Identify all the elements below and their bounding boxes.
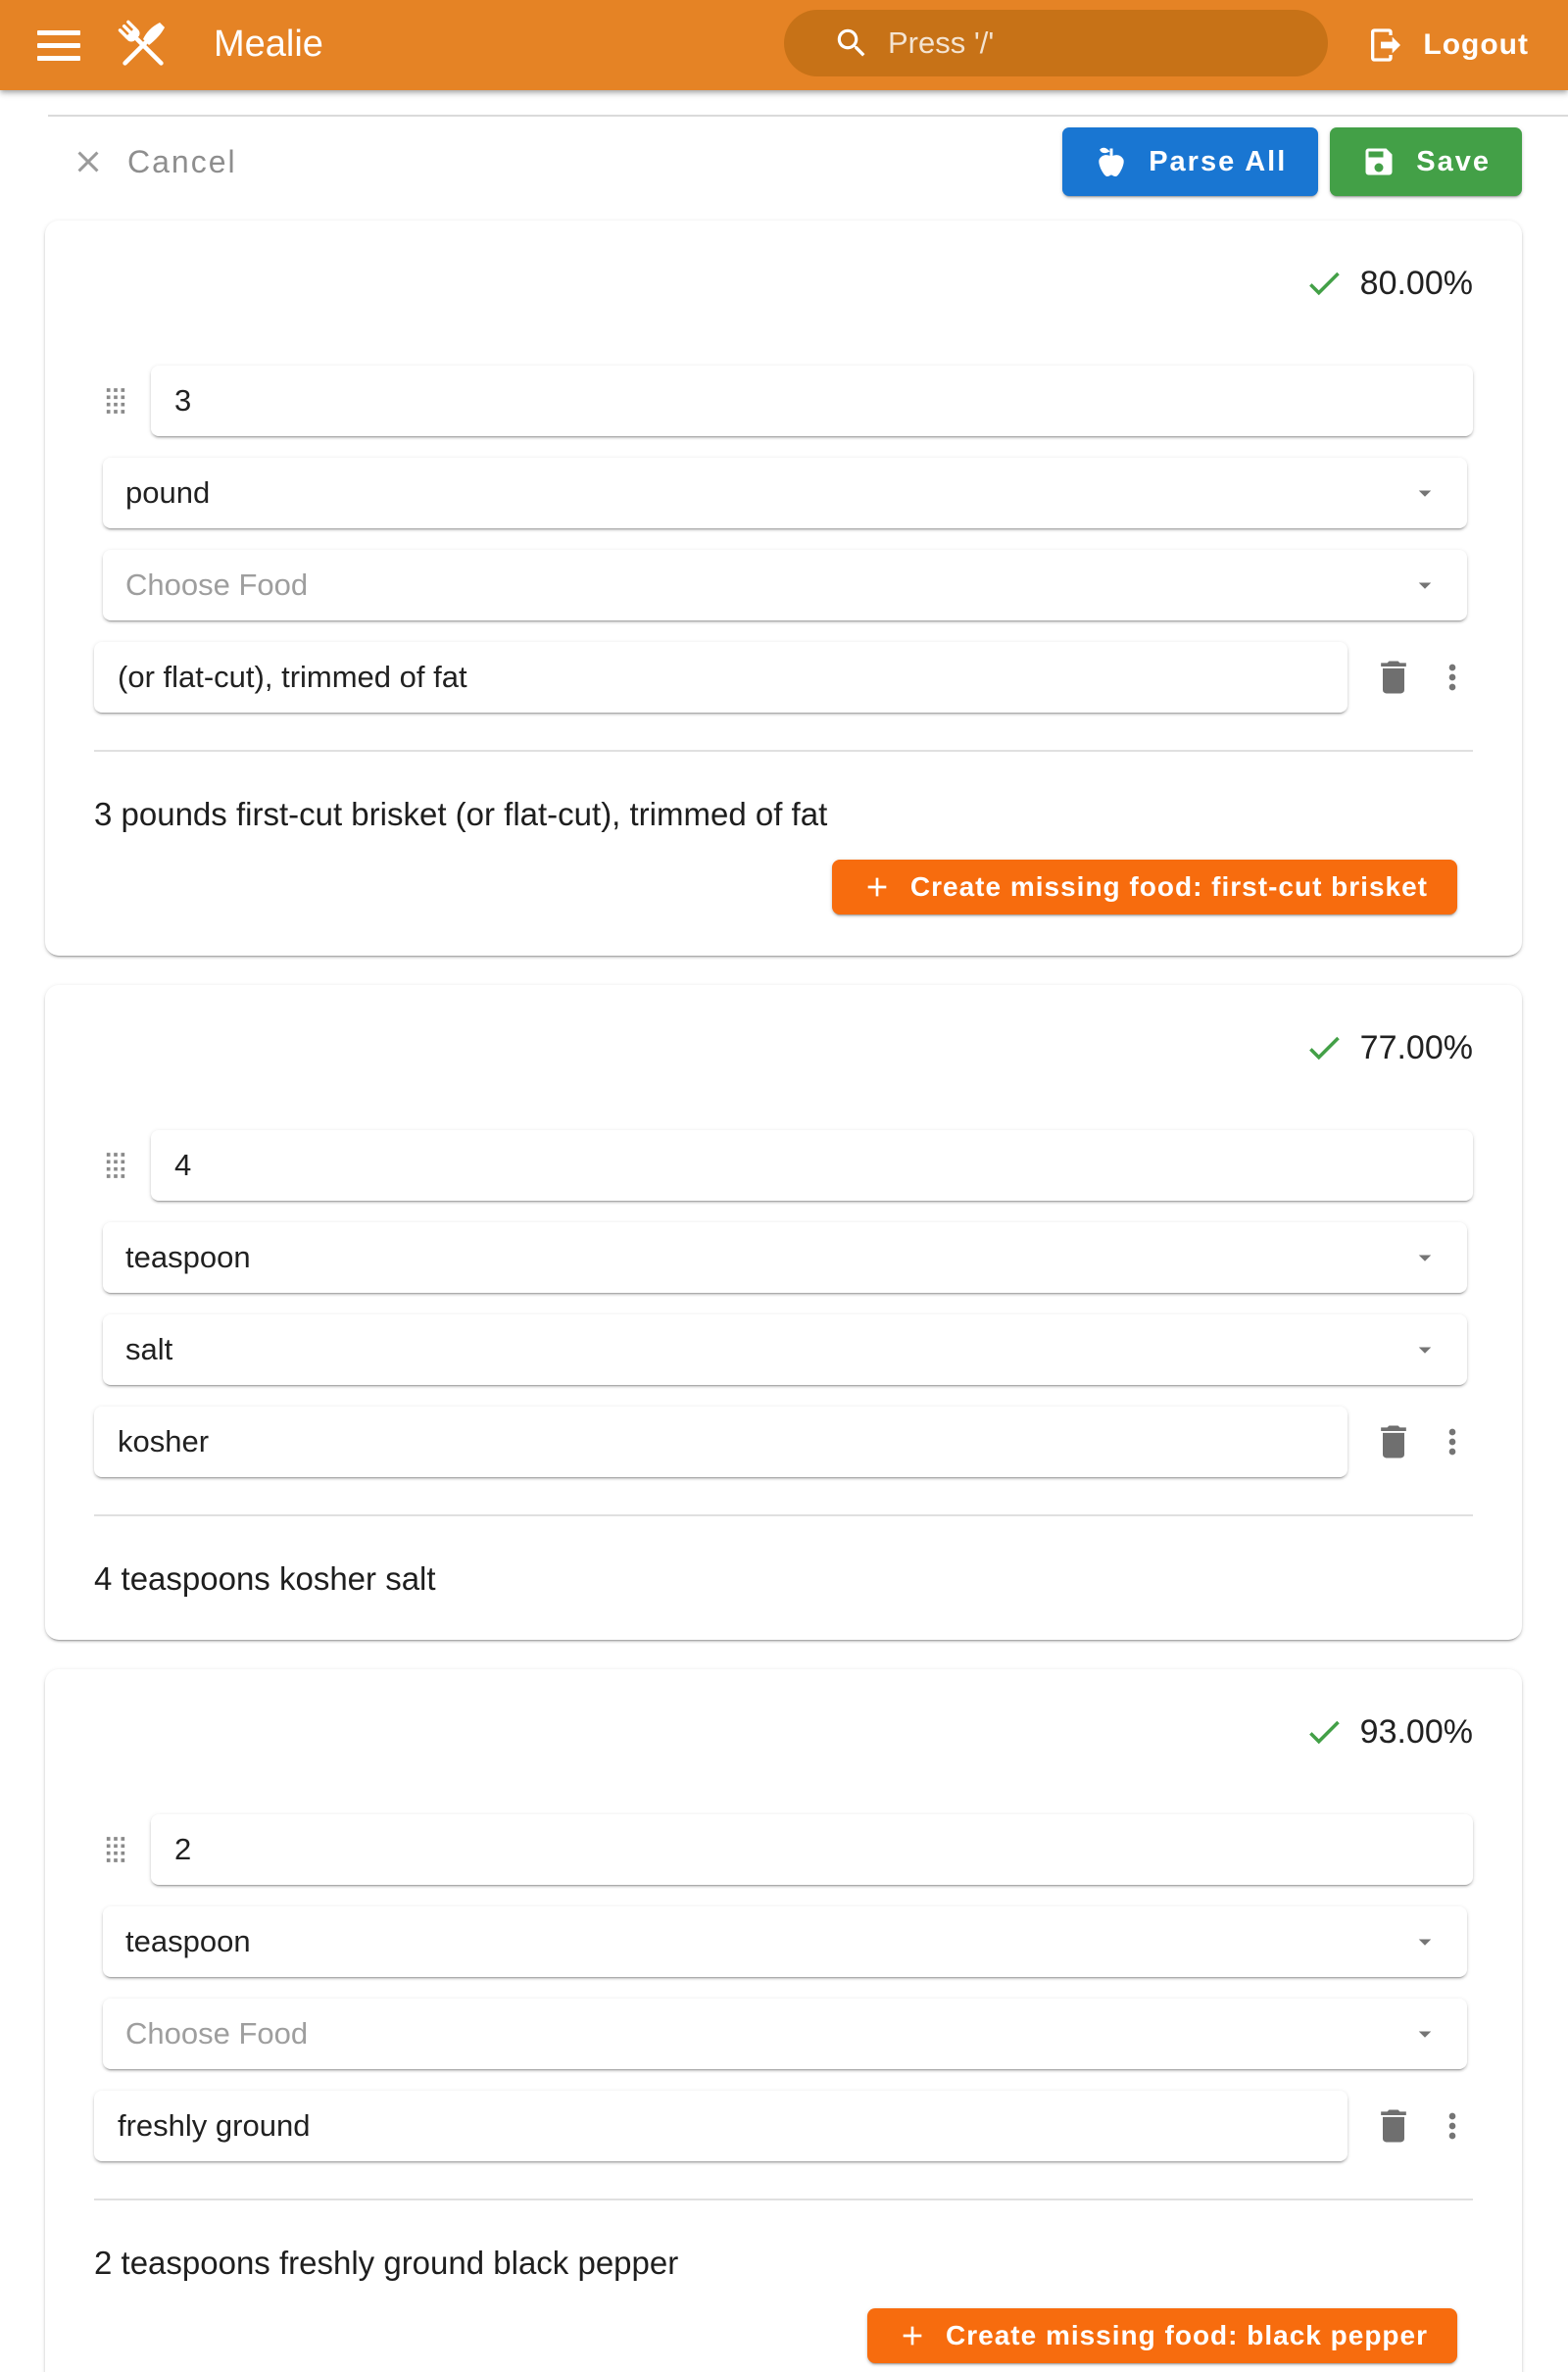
search-icon [833, 25, 870, 62]
drag-handle[interactable] [94, 1140, 137, 1191]
create-missing-food-button[interactable] [867, 2308, 1457, 2363]
dropdown-arrow-icon[interactable] [1410, 1927, 1440, 1956]
delete-ingredient-button[interactable] [1369, 1414, 1418, 1469]
quantity-input[interactable] [174, 383, 1449, 419]
confidence-value: 77.00% [1359, 1028, 1473, 1066]
dropdown-arrow-icon[interactable] [1410, 1243, 1440, 1272]
create-missing-food-button[interactable] [832, 860, 1457, 914]
mealie-logo-icon[interactable] [110, 12, 176, 78]
confidence-row [94, 1712, 1473, 1752]
plus-icon [897, 2320, 928, 2351]
create-missing-food-label: Create missing food: first-cut brisket [909, 871, 1428, 902]
dropdown-arrow-icon[interactable] [1410, 478, 1440, 508]
dropdown-arrow-icon[interactable] [1410, 2019, 1440, 2049]
unit-select[interactable] [103, 1906, 1467, 1977]
save-icon [1361, 144, 1396, 179]
dropdown-arrow-icon[interactable] [1410, 1335, 1440, 1364]
app-bar [0, 0, 1568, 90]
parse-all-button[interactable] [1062, 127, 1318, 196]
unit-select[interactable] [103, 458, 1467, 528]
close-icon [71, 144, 106, 179]
delete-ingredient-button[interactable] [1369, 650, 1418, 705]
drag-indicator-icon [94, 1824, 137, 1875]
note-field[interactable] [94, 642, 1348, 713]
more-options-button[interactable] [1432, 2099, 1473, 2153]
logout-label: Logout [1423, 28, 1529, 61]
drag-indicator-icon [94, 375, 137, 426]
food-input[interactable] [125, 1332, 1410, 1367]
app-title: Mealie [214, 24, 323, 65]
drag-handle[interactable] [94, 375, 137, 426]
search-bar[interactable] [784, 10, 1328, 76]
original-ingredient-text: 3 pounds first-cut brisket (or flat-cut), trimmed of fat [94, 796, 828, 832]
food-select[interactable] [103, 550, 1467, 620]
unit-input[interactable] [125, 475, 1410, 511]
logout-icon [1366, 25, 1405, 65]
quantity-input[interactable] [174, 1148, 1449, 1183]
save-label: Save [1416, 145, 1491, 177]
unit-input[interactable] [125, 1240, 1410, 1275]
check-icon [1303, 1027, 1345, 1068]
drag-indicator-icon [94, 1140, 137, 1191]
search-input[interactable] [888, 25, 1302, 61]
page-top-divider [48, 115, 1568, 117]
quantity-input[interactable] [174, 1832, 1449, 1867]
delete-ingredient-button[interactable] [1369, 2099, 1418, 2153]
card-divider [94, 750, 1473, 752]
food-input[interactable] [125, 568, 1410, 603]
ingredient-card-1 [45, 221, 1522, 956]
check-icon [1303, 263, 1345, 304]
logout-button[interactable] [1366, 18, 1529, 73]
trash-icon [1372, 656, 1415, 699]
quantity-field[interactable] [151, 366, 1473, 436]
note-input[interactable] [118, 660, 1324, 695]
drag-handle[interactable] [94, 1824, 137, 1875]
dropdown-arrow-icon[interactable] [1410, 570, 1440, 600]
confidence-value: 93.00% [1359, 1712, 1473, 1751]
confidence-value: 80.00% [1359, 264, 1473, 302]
kebab-menu-icon [1433, 1422, 1472, 1461]
apple-icon [1094, 144, 1129, 179]
note-field[interactable] [94, 2091, 1348, 2161]
unit-input[interactable] [125, 1924, 1410, 1959]
food-input[interactable] [125, 2016, 1410, 2051]
card-divider [94, 1514, 1473, 1516]
editor-toolbar [0, 127, 1568, 196]
ingredient-list [0, 221, 1568, 2372]
parse-all-label: Parse All [1149, 145, 1288, 177]
save-button[interactable] [1330, 127, 1522, 196]
more-options-button[interactable] [1432, 1414, 1473, 1469]
unit-select[interactable] [103, 1222, 1467, 1293]
more-options-button[interactable] [1432, 650, 1473, 705]
trash-icon [1372, 2104, 1415, 2148]
note-input[interactable] [118, 2108, 1324, 2144]
ingredient-card-3 [45, 1669, 1522, 2372]
quantity-field[interactable] [151, 1130, 1473, 1201]
kebab-menu-icon [1433, 2106, 1472, 2146]
confidence-row [94, 1028, 1473, 1067]
card-divider [94, 2199, 1473, 2200]
food-select[interactable] [103, 1999, 1467, 2069]
original-ingredient-text: 4 teaspoons kosher salt [94, 1560, 436, 1597]
kebab-menu-icon [1433, 658, 1472, 697]
confidence-row [94, 264, 1473, 303]
plus-icon [861, 871, 893, 903]
cancel-label: Cancel [127, 143, 237, 179]
check-icon [1303, 1711, 1345, 1753]
original-ingredient-text: 2 teaspoons freshly ground black pepper [94, 2245, 679, 2281]
cancel-button[interactable] [71, 144, 237, 180]
create-missing-food-label: Create missing food: black pepper [946, 2320, 1428, 2350]
hamburger-menu-icon[interactable] [37, 24, 84, 67]
quantity-field[interactable] [151, 1814, 1473, 1885]
note-input[interactable] [118, 1424, 1324, 1459]
ingredient-card-2 [45, 985, 1522, 1640]
food-select[interactable] [103, 1314, 1467, 1385]
trash-icon [1372, 1420, 1415, 1463]
note-field[interactable] [94, 1407, 1348, 1477]
